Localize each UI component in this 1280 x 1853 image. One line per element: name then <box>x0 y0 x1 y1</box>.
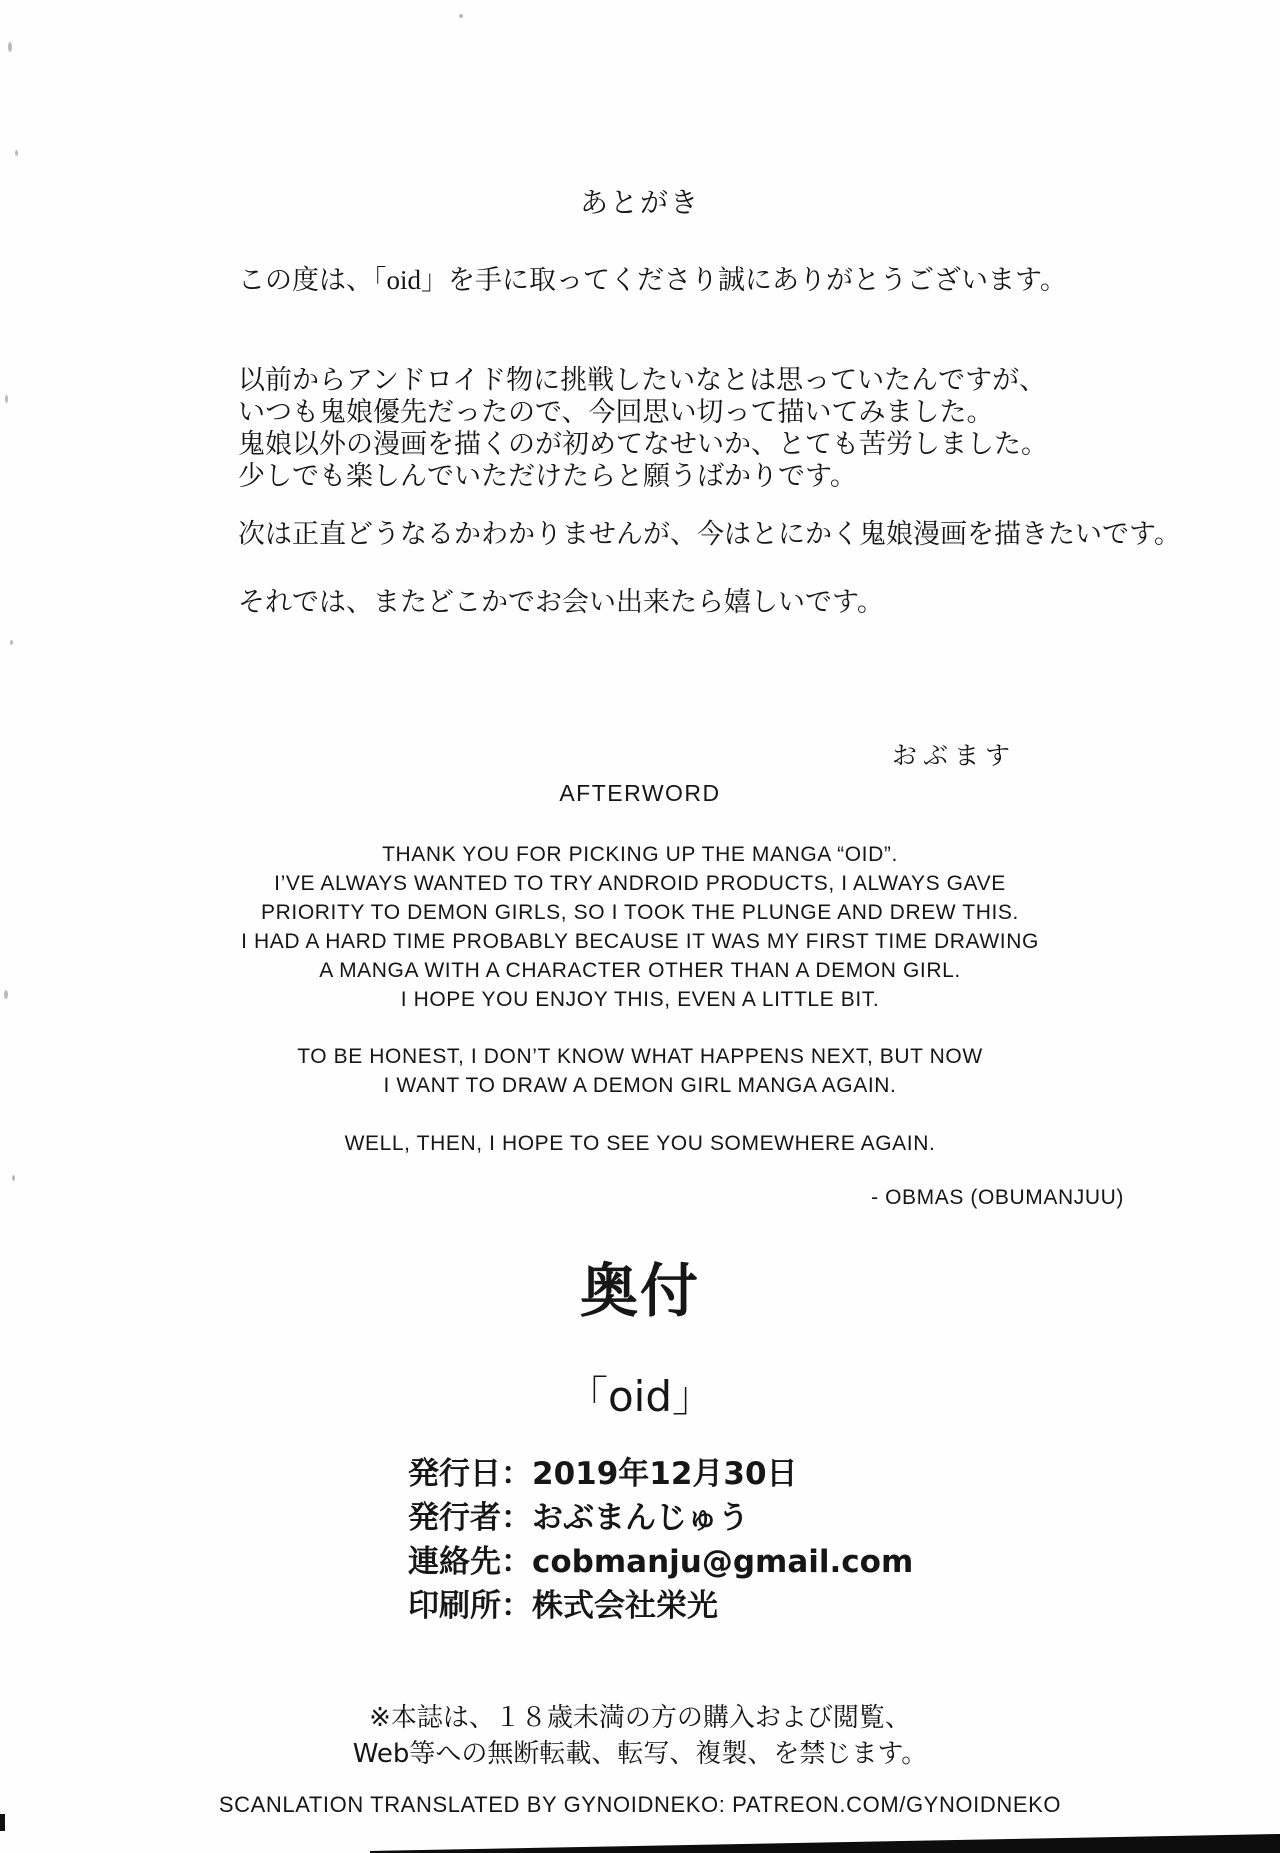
notice-line: ※本誌は、１８歳未満の方の購入および閲覧、 <box>369 1703 911 1733</box>
publication-row-printer <box>408 1584 913 1628</box>
scan-speck <box>15 150 18 156</box>
en-paragraph-farewell: WELL, THEN, I HOPE TO SEE YOU SOMEWHERE AGAIN. <box>344 1132 936 1155</box>
scan-speck <box>8 42 12 52</box>
scan-speck <box>5 395 8 403</box>
jp-line: 以前からアンドロイド物に挑戦したいなとは思っていたんですが、 <box>238 365 1047 395</box>
jp-line: いつも鬼娘優先だったので、今回思い切って描いてみました。 <box>238 397 994 427</box>
jp-paragraph-farewell: それでは、またどこかでお会い出来たら嬉しいです。 <box>238 587 884 617</box>
label-colon: ： <box>501 1456 532 1492</box>
jp-paragraph-thanks: この度は、「oid」を手に取ってくださり誠にありがとうございます。 <box>238 265 1067 295</box>
publication-value: 2019年12月30日 <box>532 1456 798 1492</box>
en-line: THANK YOU FOR PICKING UP THE MANGA “OID”. <box>382 843 898 866</box>
en-paragraph-next <box>0 1042 1280 1100</box>
en-line: I’VE ALWAYS WANTED TO TRY ANDROID PRODUCTS, I ALWAYS GAVE <box>274 872 1006 895</box>
scan-edge-mark <box>0 1814 5 1831</box>
jp-line: 鬼娘以外の漫画を描くのが初めてなせいか、とても苦労しました。 <box>238 429 1048 459</box>
scan-speck <box>12 1175 15 1181</box>
scan-speck <box>459 14 463 18</box>
publication-value: cobmanju@gmail.com <box>532 1544 914 1580</box>
en-line: I HAD A HARD TIME PROBABLY BECAUSE IT WAS MY FIRST TIME DRAWING <box>241 930 1039 953</box>
notice-line: Web等への無断転載、転写、複製、を禁じます。 <box>352 1739 928 1769</box>
en-line: A MANGA WITH A CHARACTER OTHER THAN A DEMON GIRL. <box>319 959 961 982</box>
publication-label: 印刷所 <box>408 1588 501 1624</box>
publication-label: 発行者 <box>408 1500 501 1536</box>
author-signature-en: - OBMAS (OBUMANJUU) <box>871 1186 1124 1209</box>
publication-label: 発行日 <box>408 1456 501 1492</box>
label-colon: ： <box>501 1500 532 1536</box>
label-colon: ： <box>501 1588 532 1624</box>
publication-details <box>408 1452 913 1628</box>
scan-speck <box>10 640 13 645</box>
en-line: PRIORITY TO DEMON GIRLS, SO I TOOK THE PLUNGE AND DREW THIS. <box>261 901 1019 924</box>
afterword-jp-heading: あとがき <box>579 188 700 219</box>
label-colon: ： <box>501 1544 532 1580</box>
publication-row-publisher <box>408 1496 913 1540</box>
publication-label: 連絡先 <box>408 1544 501 1580</box>
en-paragraph-thanks <box>0 840 1280 1014</box>
jp-paragraph-android <box>238 364 1048 492</box>
book-title: 「oid」 <box>565 1372 715 1421</box>
publication-row-contact <box>408 1540 913 1584</box>
author-signature-jp: おぶます <box>892 743 1017 770</box>
jp-line: 少しでも楽しんでいただけたらと願うばかりです。 <box>238 461 857 491</box>
en-line: I WANT TO DRAW A DEMON GIRL MANGA AGAIN. <box>383 1074 897 1097</box>
scanlation-credit: SCANLATION TRANSLATED BY GYNOIDNEKO: PATREON.COM/GYNOIDNEKO <box>218 1792 1062 1817</box>
colophon-heading: 奥付 <box>579 1257 700 1325</box>
afterword-en-heading: AFTERWORD <box>559 780 721 806</box>
scan-speck <box>4 990 8 999</box>
publication-value: おぶまんじゅう <box>532 1500 749 1536</box>
restriction-notice <box>0 1700 1280 1772</box>
publication-value: 株式会社栄光 <box>532 1588 718 1624</box>
en-line: I HOPE YOU ENJOY THIS, EVEN A LITTLE BIT. <box>400 988 880 1011</box>
publication-row-date <box>408 1452 913 1496</box>
jp-paragraph-next: 次は正直どうなるかわかりませんが、今はとにかく鬼娘漫画を描きたいです。 <box>238 519 1181 549</box>
en-line: TO BE HONEST, I DON’T KNOW WHAT HAPPENS NEXT, BUT NOW <box>297 1045 983 1068</box>
scan-edge-artifact <box>0 1831 1280 1853</box>
